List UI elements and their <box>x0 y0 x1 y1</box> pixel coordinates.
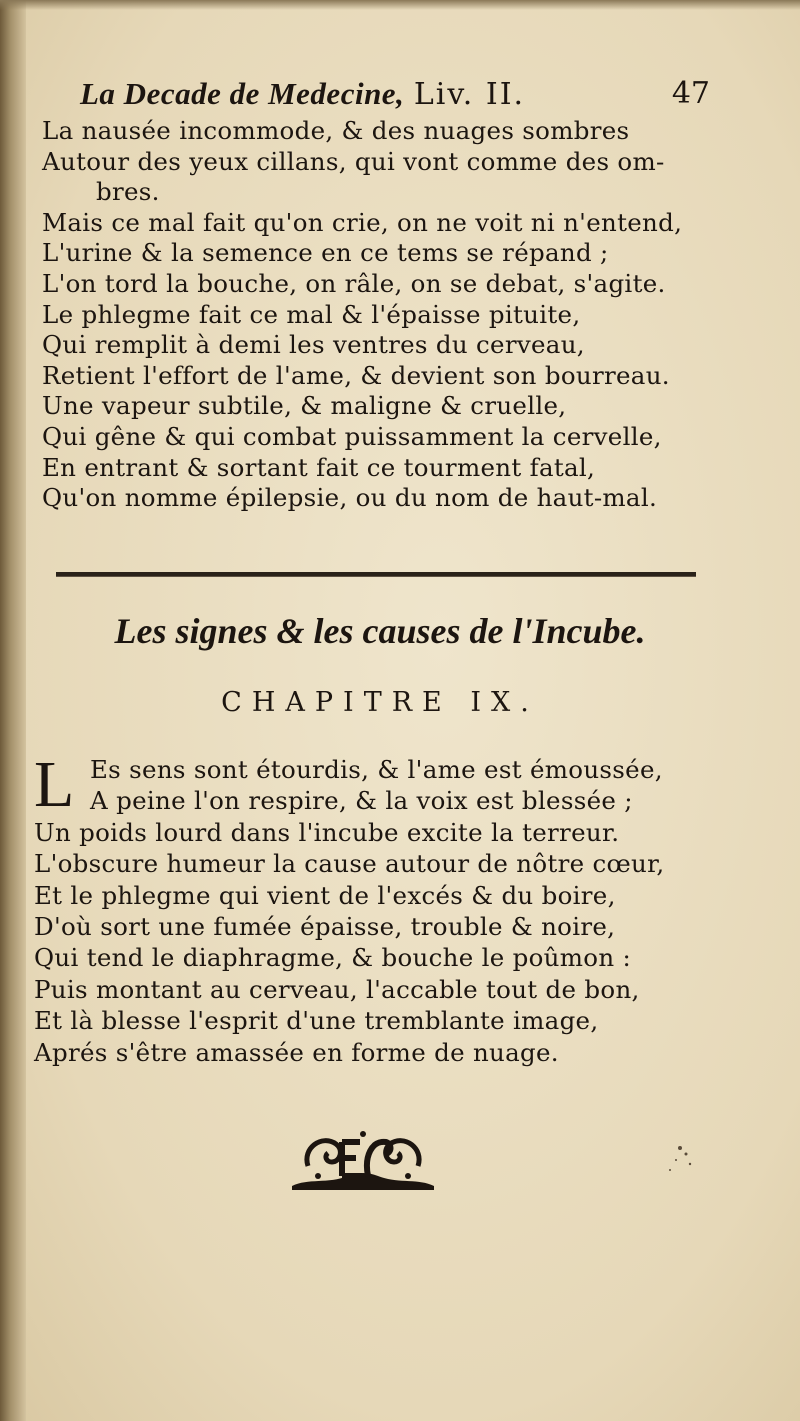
verse-line: Autour des yeux cillans, qui vont comme des om- <box>42 146 665 176</box>
verse-line: Qui tend le diaphragme, & bouche le poûmon : <box>34 943 632 973</box>
verse-line: L'obscure humeur la cause autour de nôtre cœur, <box>34 849 665 879</box>
verse-line: Aprés s'être amassée en forme de nuage. <box>34 1037 559 1067</box>
paper-specks <box>640 1140 700 1180</box>
verse-line: Qui gêne & qui combat puissamment la cervelle, <box>42 421 662 451</box>
verse-line: D'où sort une fumée épaisse, trouble & noire, <box>34 911 616 941</box>
verse-line: Mais ce mal fait qu'on crie, on ne voit ni n'entend, <box>42 207 683 237</box>
page-number: 47 <box>671 76 710 111</box>
verse-line: Une vapeur subtile, & maligne & cruelle, <box>42 391 567 421</box>
verse-line-continuation: bres. <box>96 177 160 207</box>
book-spine-shadow <box>0 0 26 1421</box>
verse-line: Un poids lourd dans l'incube excite la terreur. <box>34 817 620 847</box>
verse-line: Es sens sont étourdis, & l'ame est émoussée, <box>90 755 663 784</box>
verse-line: L'on tord la bouche, on râle, on se debat, s'agite. <box>42 268 666 298</box>
verse-line: Qu'on nomme épilepsie, ou du nom de haut-mal. <box>42 483 658 513</box>
verse-line: En entrant & sortant fait ce tourment fatal, <box>42 452 596 482</box>
running-head <box>80 72 710 116</box>
section-divider-rule <box>56 572 696 577</box>
section-title: Les signes & les causes de l'Incube. <box>114 611 646 651</box>
verse-line: La nausée incommode, & des nuages sombres <box>42 116 630 145</box>
running-head-title: La Decade de Medecine, <box>80 76 405 111</box>
verse-line: A peine l'on respire, & la voix est blessée ; <box>90 786 633 816</box>
printers-ornament-icon <box>288 1126 438 1192</box>
verse-bottom <box>34 754 714 1068</box>
verse-line: Puis montant au cerveau, l'accable tout de bon, <box>34 974 640 1004</box>
verse-line: Le phlegme fait ce mal & l'épaisse pituite, <box>42 299 581 329</box>
verse-top <box>42 116 722 514</box>
verse-line: Qui remplit à demi les ventres du cerveau, <box>42 330 585 360</box>
top-edge-shadow <box>0 0 800 10</box>
verse-line: Et le phlegme qui vient de l'excés & du boire, <box>34 880 616 910</box>
chapter-heading: CHAPITRE IX. <box>221 687 539 718</box>
verse-line: Et là blesse l'esprit d'une tremblante image, <box>34 1006 599 1036</box>
drop-cap-letter: L <box>34 748 75 821</box>
verse-line: Retient l'effort de l'ame, & devient son bourreau. <box>42 360 670 390</box>
verse-line: L'urine & la semence en ce tems se répand ; <box>42 238 609 268</box>
running-head-book: Liv. II. <box>413 77 526 112</box>
